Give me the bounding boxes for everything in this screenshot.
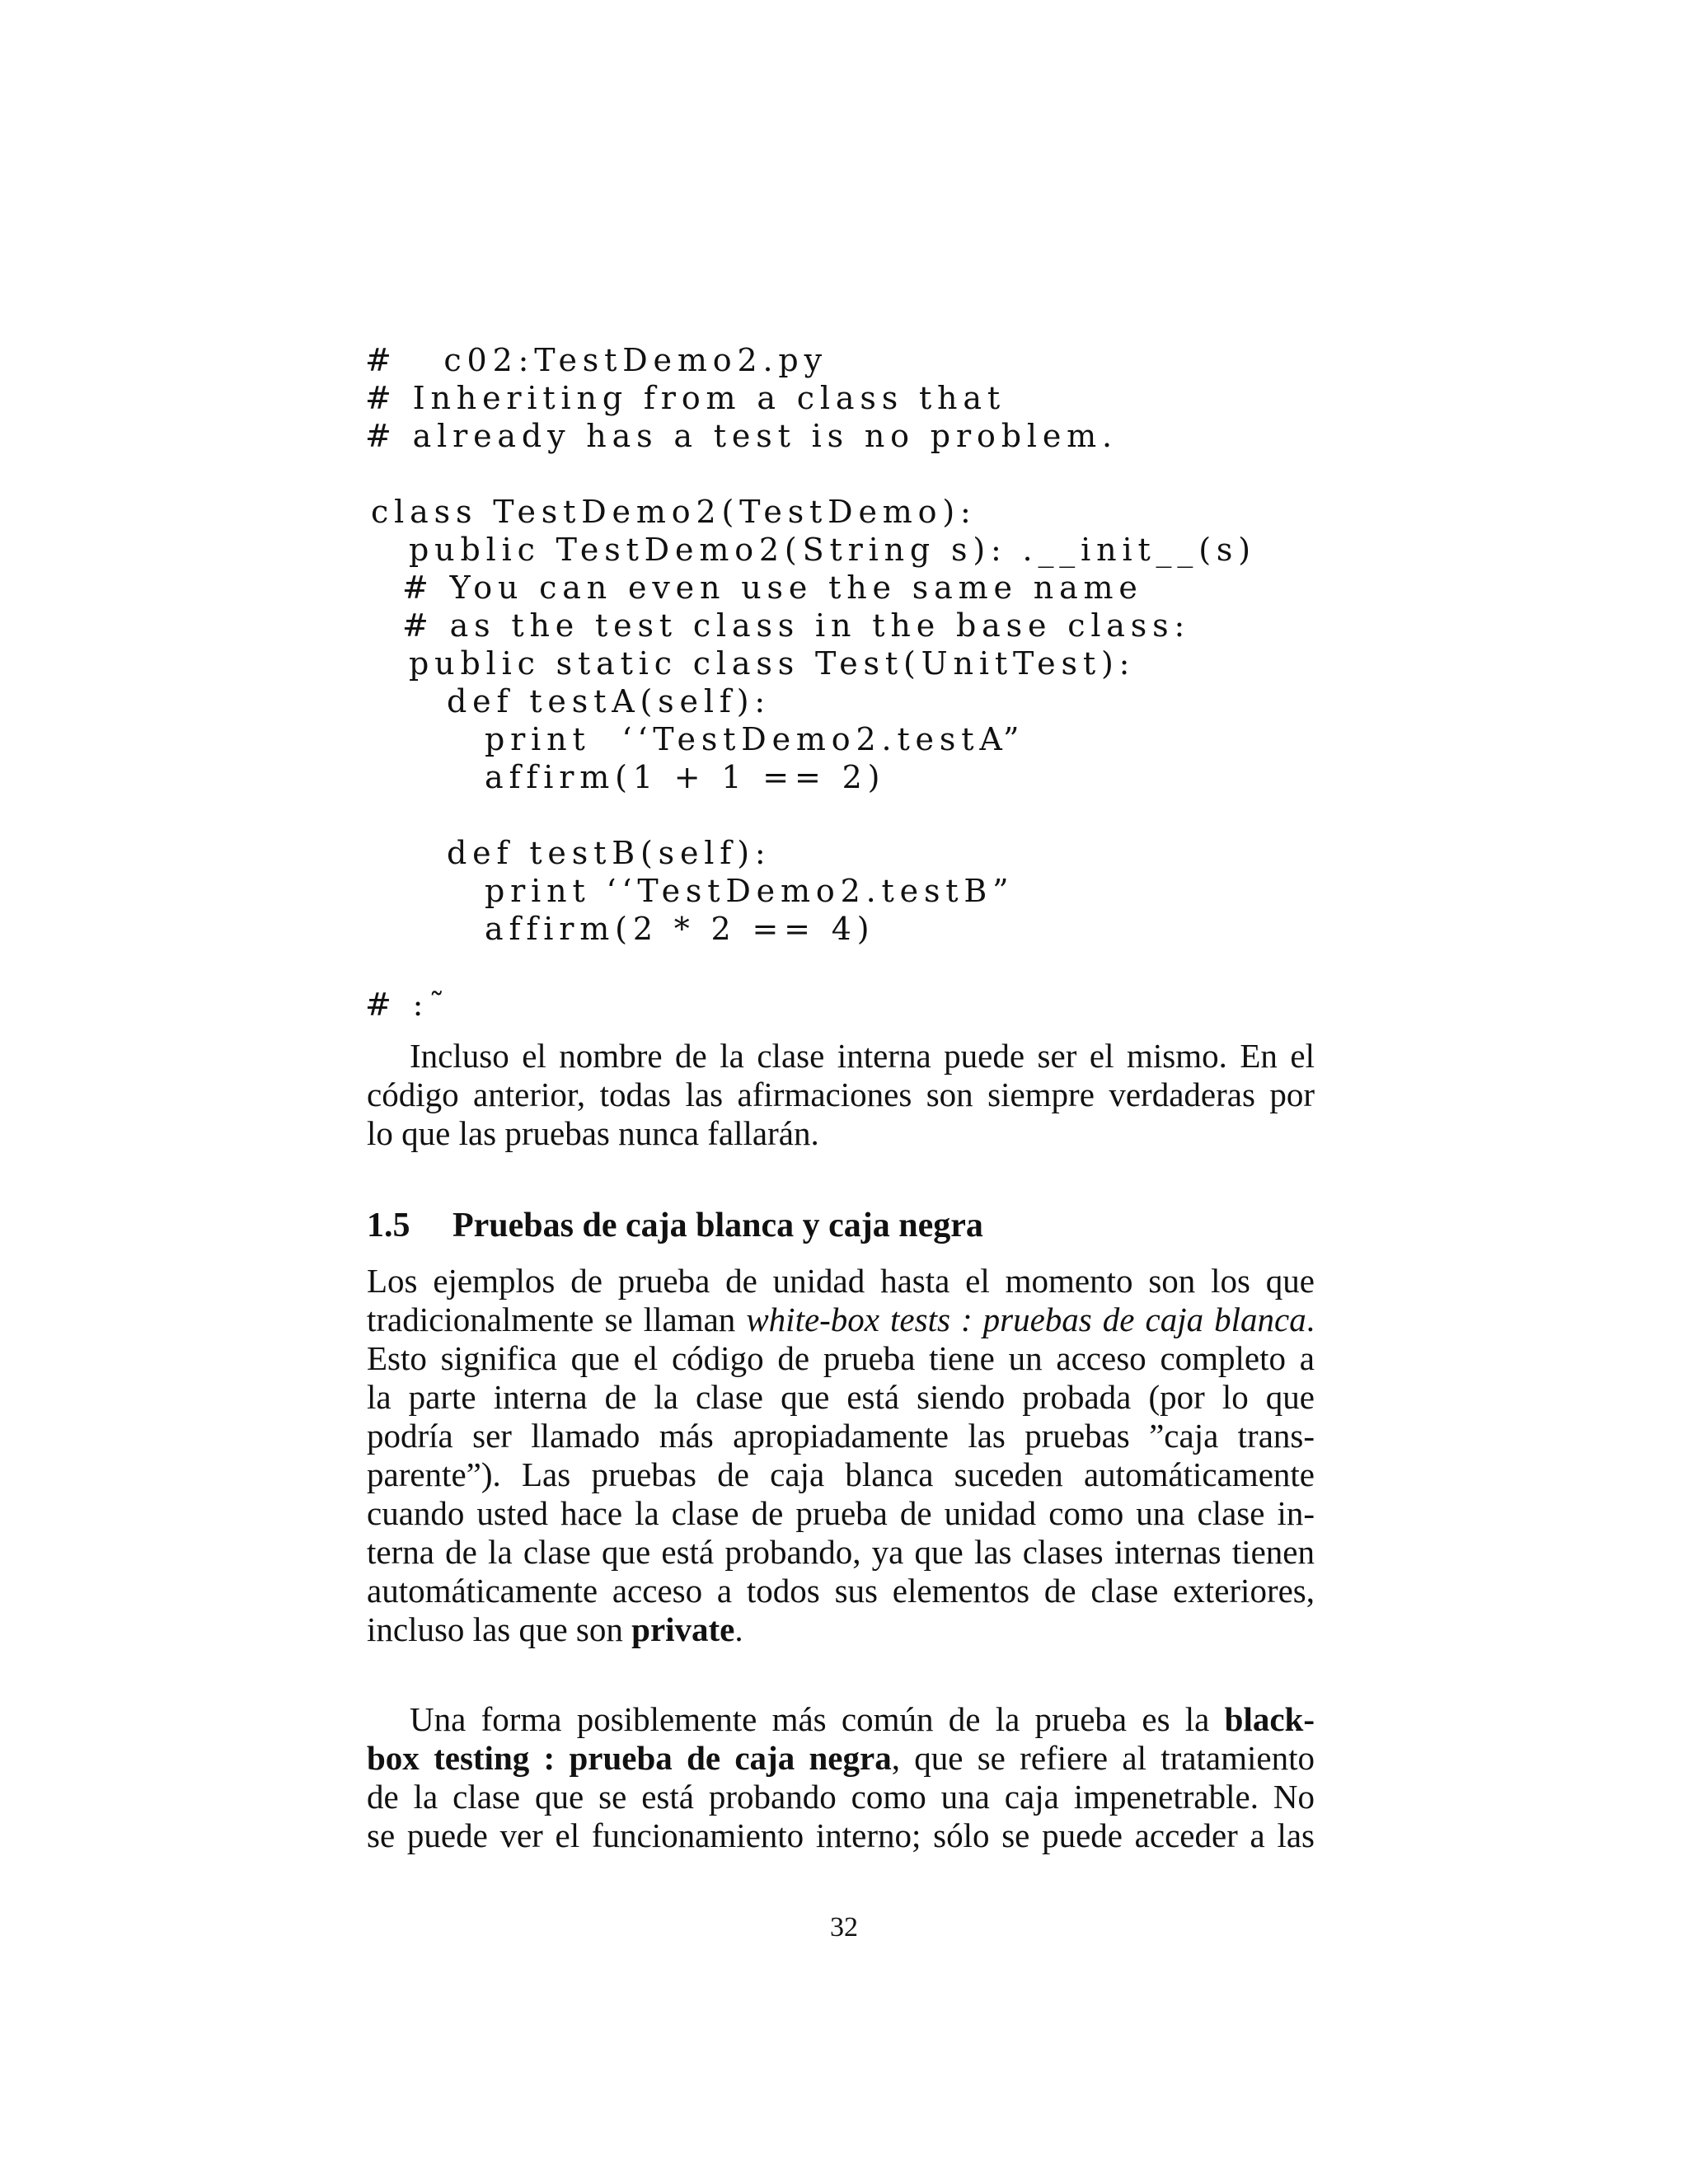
section-heading [367,1206,983,1245]
paragraph-white-box [367,1262,1315,1649]
section-title: Pruebas de caja blanca y caja negra [452,1207,983,1244]
text-line: Esto significa que el código de prueba tiene un acceso completo a [367,1339,1315,1377]
text-line: lo que las pruebas nunca fallarán. [367,1114,819,1152]
text-line: código anterior, todas las afirmaciones son siempre verdaderas por [367,1076,1315,1113]
text-line: cuando usted hace la clase de prueba de unidad como una clase in- [367,1494,1315,1532]
text-line: parente”). Las pruebas de caja blanca suceden automáticamente [367,1455,1315,1493]
text-span: , que se refiere al tratamiento [891,1739,1315,1777]
paragraph-black-box [367,1700,1315,1855]
code-comment-line: # c02:TestDemo2.py [365,342,828,378]
text-span: Una forma posiblemente más común de la prueba es la [410,1700,1225,1738]
code-line: affirm(1 + 1 == 2) [485,759,886,795]
text-line [367,1301,1315,1339]
bold-term: black- [1224,1700,1315,1738]
code-comment-line: # already has a test is no problem. [365,418,1118,454]
paragraph-after-code [367,1037,1315,1153]
text-line: Incluso el nombre de la clase interna puede ser el mismo. En el [410,1037,1315,1075]
section-number: 1.5 [367,1207,410,1244]
text-line: se puede ver el funcionamiento interno; sólo se puede acceder a las [367,1816,1315,1854]
bold-term: box testing : prueba de caja negra [367,1739,892,1777]
text-span: tradicionalmente se llaman [367,1301,747,1338]
code-line: def testA(self): [447,683,771,719]
code-line: def testB(self): [447,835,771,871]
text-line: automáticamente acceso a todos sus elementos de clase exteriores, [367,1572,1315,1610]
text-line: terna de la clase que está probando, ya que las clases internas tienen [367,1533,1315,1571]
text-line [367,1739,1315,1778]
code-line: # You can even use the same name [402,569,1143,606]
italic-term: white-box tests : pruebas de caja blanca [746,1301,1306,1338]
text-span: incluso las que son [367,1610,632,1648]
text-line: de la clase que se está probando como una caja impenetrable. No [367,1778,1315,1816]
text-line [367,1610,1315,1649]
code-line: class TestDemo2(TestDemo): [371,494,977,530]
text-line: podría ser llamado más apropiadamente las pruebas ”caja trans- [367,1417,1315,1455]
text-span: . [1306,1301,1315,1338]
text-line: la parte interna de la clase que está siendo probada (por lo que [367,1378,1315,1416]
code-line: affirm(2 * 2 == 4) [485,911,875,947]
code-line: print ‘‘TestDemo2.testB” [485,873,1015,909]
code-line: public TestDemo2(String s): .__init__(s) [409,532,1256,568]
bold-term: private [631,1610,735,1648]
page-number: 32 [830,1912,858,1943]
text-line [367,1700,1315,1739]
code-line: # as the test class in the base class: [402,607,1191,644]
text-span: . [734,1610,743,1648]
code-line: public static class Test(UnitTest): [409,645,1136,682]
code-line: print ‘‘TestDemo2.testA” [485,721,1025,757]
code-end-marker: # :˜ [365,987,451,1023]
code-comment-line: # Inheriting from a class that [365,380,1006,416]
text-line: Los ejemplos de prueba de unidad hasta el momento son los que [367,1262,1315,1300]
